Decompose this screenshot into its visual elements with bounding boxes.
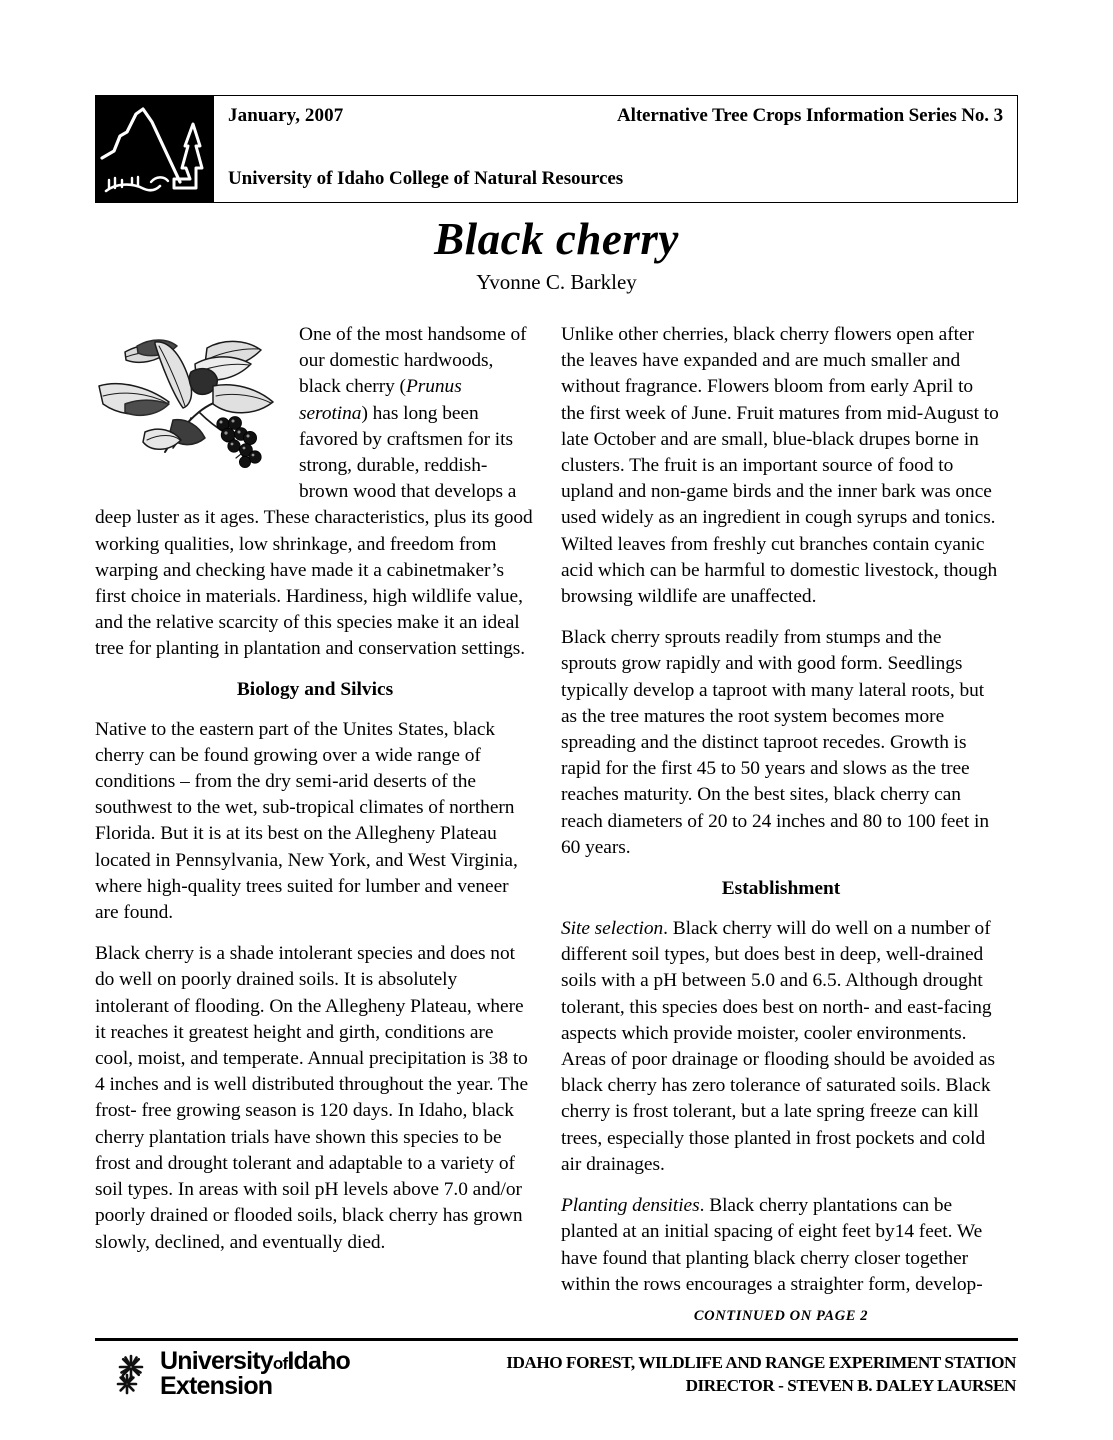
masthead-text: [214, 96, 1017, 202]
station-name: IDAHO FOREST, WILDLIFE AND RANGE EXPERIMENT STATION: [506, 1353, 1016, 1372]
paragraph-intro: [95, 322, 535, 663]
heading-biology-and-silvics: Biology and Silvics: [236, 678, 394, 700]
wordmark-line-university-of-idaho: [160, 1349, 350, 1374]
heading-establishment: Establishment: [721, 878, 841, 900]
author-byline: Yvonne C. Barkley: [476, 270, 637, 294]
issue-date: January, 2007: [228, 105, 344, 126]
paragraph-site-selection: [561, 916, 1001, 1178]
black-cherry-branch-illustration-icon: [95, 324, 287, 487]
runin-head-planting-densities: Planting densities: [561, 1195, 700, 1217]
starburst-icon: [109, 1351, 153, 1397]
wordmark-idaho: Idaho: [287, 1347, 351, 1375]
wordmark-extension: Extension: [160, 1371, 273, 1400]
paragraph-site-selection-body: . Black cherry will do well on a number of different soil types, but does best in deep, well-drained soils with a pH between 5.0 and 6.5. Although drought tolerant, this species does best on north- and east-facing aspects which provide moister, cooler environments. Areas of poor drainage or flooding should be avoided as black cherry has zero tolerance of saturated soils. Black cherry is frost tolerant, but a late spring freeze can kill trees, especially those planted in frost pockets and cold air drainages.: [561, 918, 995, 1175]
paragraph-native-range: Native to the eastern part of the Unites States, black cherry can be found growing over a wide range of conditions – from the dry semi-arid deserts of the southwest to the wet, sub-tropical climates of northern Florida. But it is at its best on the Allegheny Plateau located in Pennsylvania, New York, and West Virginia, where high-quality trees suited for lumber and veneer are found.: [95, 718, 518, 924]
paragraph-shade-tolerance: Black cherry is a shade intolerant species and does not do well on poorly drained soils. It is absolutely intolerant of flooding. On the Allegheny Plateau, where it reaches it greatest height and girth, conditions are cool, moist, and temperate. Annual precipitation is 38 to 4 inches and is well distributed throughout the year. The frost- free growing season is 120 days. In Idaho, black cherry plantation trials have shown this species to be frost and drought tolerant and adaptable to a variety of soil types. In areas with soil pH levels above 7.0 and/or poorly drained or flooded soils, black cherry has grown slowly, declined, and eventually died.: [95, 943, 528, 1253]
paragraph-intro-text-a: One of the most handsome of our domestic hardwoods, black cherry (: [299, 324, 527, 398]
publisher-organization: University of Idaho College of Natural Resources: [228, 168, 624, 189]
paragraph-planting-densities-body: . Black cherry plantations can be planted at an initial spacing of eight feet by14 feet. We have found that planting black cherry closer together within the rows encourages a straighter form, develop-: [561, 1195, 983, 1295]
paragraph-intro-text-b: ) has long been favored by craftsmen for its strong, durable, reddish-brown wood that develops a deep luster as it ages. These characteristics, plus its good working qualities, low shrinkage, and freedom from warping and checking have made it a cabinetmaker’s first choice in materials. Hardiness, high wildlife value, and the relative scarcity of this species make it an ideal tree for planting in plantation and conservation settings.: [95, 402, 533, 660]
paragraph-sprouts-and-growth: Black cherry sprouts readily from stumps and the sprouts grow rapidly and with good form. Seedlings typically develop a taproot with many lateral roots, but as the tree matures the root system becomes more spreading and the distinct taproot recedes. Growth is rapid for the first 45 to 50 years and slows as the tree reaches maturity. On the best sites, black cherry can reach diameters of 20 to 24 inches and 80 to 100 feet in 60 years.: [561, 627, 989, 858]
species-latin-name: Prunus serotina: [299, 376, 462, 424]
continued-on-page-note: CONTINUED ON PAGE 2: [693, 1308, 869, 1324]
experiment-station-credit: [506, 1344, 1016, 1397]
footer-divider: [95, 1338, 1018, 1341]
page-title: Black cherry: [434, 214, 679, 264]
page-footer: [95, 1344, 1018, 1414]
masthead-bottom-row: [228, 168, 1003, 190]
masthead-top-row: [228, 105, 1003, 127]
ui-extension-wordmark: [160, 1349, 350, 1398]
left-column: [95, 322, 535, 1271]
wordmark-of: of: [272, 1354, 288, 1373]
right-column: [561, 322, 1001, 1313]
runin-head-site-selection: Site selection: [561, 918, 664, 940]
wordmark-university: University: [160, 1347, 273, 1375]
document-page: [95, 0, 1020, 1440]
ui-extension-logo: [109, 1344, 350, 1398]
series-title: Alternative Tree Crops Information Series No. 3: [617, 105, 1003, 126]
masthead: [95, 95, 1018, 203]
paragraph-planting-densities: [561, 1193, 1001, 1298]
station-director: DIRECTOR - STEVEN B. DALEY LAURSEN: [685, 1376, 1016, 1395]
mountain-tree-logo-icon: [96, 96, 214, 202]
paragraph-flowers-and-fruit: Unlike other cherries, black cherry flowers open after the leaves have expanded and are much smaller and without fragrance. Flowers bloom from early April to the first week of June. Fruit matures from mid-August to late October and are small, blue-black drupes borne in clusters. The fruit is an important source of food to upland and non-game birds and the inner bark was once used widely as an ingredient in cough syrups and tonics. Wilted leaves from freshly cut branches contain cyanic acid which can be harmful to domestic livestock, though browsing wildlife are unaffected.: [561, 324, 999, 608]
